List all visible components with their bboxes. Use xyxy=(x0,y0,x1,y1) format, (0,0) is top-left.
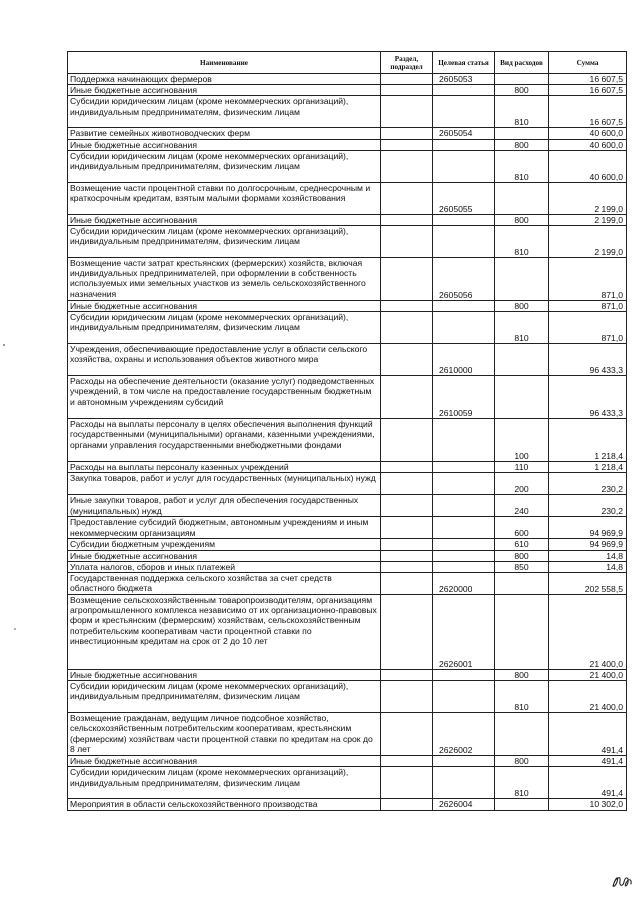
row-target-cell: 2605056 xyxy=(433,258,495,301)
row-sum-cell: 2 199,0 xyxy=(549,226,627,258)
row-section-cell xyxy=(381,128,433,139)
row-sum-cell: 16 607,5 xyxy=(549,96,627,128)
row-name-cell: Возмещение сельскохозяйственным товаропроизводителям, организациям агропромышленного комплекса независимо от их организационно-правовых форм и крестьянским (фермерским) хозяйствам, сельскохозяйственным потребительским кооперативам части процентной ставки по инвестиционным кредитам на срок от 2 до 10 лет xyxy=(68,595,381,670)
row-target-cell xyxy=(433,495,495,517)
row-kind-cell: 800 xyxy=(495,550,549,561)
table-row xyxy=(68,85,627,96)
row-name-cell: Иные бюджетные ассигнования xyxy=(68,550,381,561)
row-name-cell: Иные закупки товаров, работ и услуг для обеспечения государственных (муниципальных) нужд xyxy=(68,495,381,517)
row-target-cell: 2626004 xyxy=(433,799,495,810)
row-sum-cell: 94 969,9 xyxy=(549,539,627,550)
header-target: Целевая статья xyxy=(433,52,495,74)
row-section-cell xyxy=(381,756,433,767)
table-row xyxy=(68,226,627,258)
table-row xyxy=(68,96,627,128)
row-name-cell: Поддержка начинающих фермеров xyxy=(68,74,381,85)
row-section-cell xyxy=(381,258,433,301)
row-kind-cell: 110 xyxy=(495,462,549,473)
row-section-cell xyxy=(381,595,433,670)
row-target-cell xyxy=(433,312,495,344)
row-name-cell: Возмещение части процентной ставки по долгосрочным, среднесрочным и краткосрочным кредитам, взятым малыми формами хозяйствования xyxy=(68,182,381,214)
row-name-cell: Государственная поддержка сельского хозяйства за счет средств областного бюджета xyxy=(68,573,381,595)
row-section-cell xyxy=(381,517,433,539)
row-section-cell xyxy=(381,214,433,225)
table-row xyxy=(68,517,627,539)
row-kind-cell xyxy=(495,713,549,756)
row-section-cell xyxy=(381,561,433,572)
row-sum-cell: 202 558,5 xyxy=(549,573,627,595)
table-row xyxy=(68,561,627,572)
row-sum-cell: 96 433,3 xyxy=(549,344,627,376)
row-kind-cell: 800 xyxy=(495,301,549,312)
row-target-cell xyxy=(433,301,495,312)
row-name-cell: Возмещение гражданам, ведущим личное подсобное хозяйство, сельскохозяйственным потребительским кооперативам, крестьянским (фермерским) хозяйствам части процентной ставки по кредитам на срок до 8 лет xyxy=(68,713,381,756)
row-section-cell xyxy=(381,767,433,799)
row-name-cell: Субсидии юридическим лицам (кроме некоммерческих организаций), индивидуальным предпринимателям, физическим лицам xyxy=(68,150,381,182)
row-name-cell: Иные бюджетные ассигнования xyxy=(68,301,381,312)
header-sum: Сумма xyxy=(549,52,627,74)
row-kind-cell: 240 xyxy=(495,495,549,517)
row-kind-cell: 800 xyxy=(495,139,549,150)
table-row xyxy=(68,214,627,225)
table-row xyxy=(68,150,627,182)
row-target-cell xyxy=(433,539,495,550)
row-section-cell xyxy=(381,139,433,150)
row-section-cell xyxy=(381,670,433,681)
row-kind-cell: 810 xyxy=(495,96,549,128)
row-kind-cell xyxy=(495,376,549,419)
row-sum-cell: 21 400,0 xyxy=(549,681,627,713)
row-sum-cell: 230,2 xyxy=(549,473,627,495)
table-row xyxy=(68,799,627,810)
row-kind-cell: 800 xyxy=(495,214,549,225)
table-row xyxy=(68,756,627,767)
row-kind-cell xyxy=(495,344,549,376)
row-kind-cell xyxy=(495,595,549,670)
row-name-cell: Расходы на выплаты персоналу казенных учреждений xyxy=(68,462,381,473)
row-target-cell xyxy=(433,561,495,572)
row-sum-cell: 14,8 xyxy=(549,550,627,561)
table-row xyxy=(68,182,627,214)
row-sum-cell: 491,4 xyxy=(549,767,627,799)
row-name-cell: Учреждения, обеспечивающие предоставление услуг в области сельского хозяйства, охраны и использования объектов животного мира xyxy=(68,344,381,376)
table-row xyxy=(68,74,627,85)
row-kind-cell xyxy=(495,74,549,85)
row-kind-cell: 800 xyxy=(495,85,549,96)
row-section-cell xyxy=(381,419,433,462)
row-target-cell xyxy=(433,96,495,128)
row-sum-cell: 491,4 xyxy=(549,713,627,756)
row-kind-cell: 810 xyxy=(495,150,549,182)
row-name-cell: Иные бюджетные ассигнования xyxy=(68,756,381,767)
row-section-cell xyxy=(381,473,433,495)
row-kind-cell xyxy=(495,258,549,301)
row-name-cell: Иные бюджетные ассигнования xyxy=(68,670,381,681)
row-target-cell: 2605055 xyxy=(433,182,495,214)
row-section-cell xyxy=(381,550,433,561)
table-body xyxy=(68,74,627,811)
row-section-cell xyxy=(381,539,433,550)
row-sum-cell: 16 607,5 xyxy=(549,74,627,85)
row-kind-cell: 810 xyxy=(495,681,549,713)
row-section-cell xyxy=(381,312,433,344)
table-row xyxy=(68,495,627,517)
row-sum-cell: 871,0 xyxy=(549,258,627,301)
row-section-cell xyxy=(381,376,433,419)
table-row xyxy=(68,462,627,473)
row-kind-cell: 850 xyxy=(495,561,549,572)
row-sum-cell: 40 600,0 xyxy=(549,139,627,150)
row-name-cell: Мероприятия в области сельскохозяйственного производства xyxy=(68,799,381,810)
row-sum-cell: 40 600,0 xyxy=(549,128,627,139)
row-section-cell xyxy=(381,226,433,258)
table-row xyxy=(68,312,627,344)
row-sum-cell: 871,0 xyxy=(549,301,627,312)
header-name: Наименование xyxy=(68,52,381,74)
row-sum-cell: 2 199,0 xyxy=(549,214,627,225)
row-target-cell xyxy=(433,139,495,150)
row-section-cell xyxy=(381,301,433,312)
row-name-cell: Иные бюджетные ассигнования xyxy=(68,139,381,150)
row-name-cell: Иные бюджетные ассигнования xyxy=(68,214,381,225)
row-section-cell xyxy=(381,799,433,810)
table-row xyxy=(68,573,627,595)
row-kind-cell: 600 xyxy=(495,517,549,539)
table-row xyxy=(68,301,627,312)
row-target-cell xyxy=(433,150,495,182)
row-target-cell xyxy=(433,517,495,539)
table-row xyxy=(68,539,627,550)
row-target-cell xyxy=(433,226,495,258)
row-section-cell xyxy=(381,495,433,517)
row-name-cell: Субсидии юридическим лицам (кроме некоммерческих организаций), индивидуальным предпринимателям, физическим лицам xyxy=(68,226,381,258)
row-section-cell xyxy=(381,681,433,713)
row-sum-cell: 491,4 xyxy=(549,756,627,767)
table-row xyxy=(68,344,627,376)
row-sum-cell: 16 607,5 xyxy=(549,85,627,96)
row-kind-cell: 800 xyxy=(495,756,549,767)
table-header-row xyxy=(68,52,627,74)
row-target-cell xyxy=(433,767,495,799)
row-sum-cell: 1 218,4 xyxy=(549,419,627,462)
row-section-cell xyxy=(381,74,433,85)
row-target-cell xyxy=(433,550,495,561)
row-target-cell xyxy=(433,85,495,96)
row-section-cell xyxy=(381,150,433,182)
row-name-cell: Иные бюджетные ассигнования xyxy=(68,85,381,96)
row-target-cell xyxy=(433,462,495,473)
row-name-cell: Возмещение части затрат крестьянских (фермерских) хозяйств, включая индивидуальных предпринимателей, при оформлении в собственность используемых ими земельных участков из земель сельскохозяйственного назначения xyxy=(68,258,381,301)
row-section-cell xyxy=(381,85,433,96)
row-kind-cell: 610 xyxy=(495,539,549,550)
row-target-cell xyxy=(433,419,495,462)
row-name-cell: Закупка товаров, работ и услуг для государственных (муниципальных) нужд xyxy=(68,473,381,495)
row-name-cell: Субсидии юридическим лицам (кроме некоммерческих организаций), индивидуальным предпринимателям, физическим лицам xyxy=(68,681,381,713)
row-target-cell: 2620000 xyxy=(433,573,495,595)
row-kind-cell: 800 xyxy=(495,670,549,681)
budget-table xyxy=(67,51,627,811)
scan-speck xyxy=(14,628,16,630)
row-sum-cell: 21 400,0 xyxy=(549,670,627,681)
row-sum-cell: 96 433,3 xyxy=(549,376,627,419)
header-section: Раздел, подраздел xyxy=(381,52,433,74)
row-kind-cell xyxy=(495,799,549,810)
row-target-cell: 2626001 xyxy=(433,595,495,670)
header-kind: Вид расходов xyxy=(495,52,549,74)
table-row xyxy=(68,128,627,139)
table-row xyxy=(68,595,627,670)
row-section-cell xyxy=(381,573,433,595)
row-kind-cell: 810 xyxy=(495,767,549,799)
row-sum-cell: 94 969,9 xyxy=(549,517,627,539)
row-sum-cell: 871,0 xyxy=(549,312,627,344)
row-sum-cell: 10 302,0 xyxy=(549,799,627,810)
row-section-cell xyxy=(381,344,433,376)
row-target-cell: 2605054 xyxy=(433,128,495,139)
table-row xyxy=(68,713,627,756)
row-sum-cell: 40 600,0 xyxy=(549,150,627,182)
row-section-cell xyxy=(381,713,433,756)
row-sum-cell: 1 218,4 xyxy=(549,462,627,473)
table-row xyxy=(68,681,627,713)
row-target-cell xyxy=(433,670,495,681)
row-target-cell: 2610059 xyxy=(433,376,495,419)
row-kind-cell: 810 xyxy=(495,226,549,258)
row-kind-cell: 100 xyxy=(495,419,549,462)
row-target-cell xyxy=(433,681,495,713)
row-target-cell xyxy=(433,214,495,225)
row-name-cell: Расходы на обеспечение деятельности (оказание услуг) подведомственных учреждений, в том числе на предоставление государственным бюджетным и автономным учреждениям субсидий xyxy=(68,376,381,419)
page-number-mark xyxy=(610,872,634,890)
row-name-cell: Субсидии юридическим лицам (кроме некоммерческих организаций), индивидуальным предпринимателям, физическим лицам xyxy=(68,312,381,344)
row-kind-cell xyxy=(495,573,549,595)
row-name-cell: Расходы на выплаты персоналу в целях обеспечения выполнения функций государственными (муниципальными) органами, казенными учреждениями, органами управления государственными внебюджетными фондами xyxy=(68,419,381,462)
table-row xyxy=(68,670,627,681)
scan-speck xyxy=(3,344,5,346)
row-kind-cell: 810 xyxy=(495,312,549,344)
row-name-cell: Субсидии юридическим лицам (кроме некоммерческих организаций), индивидуальным предпринимателям, физическим лицам xyxy=(68,767,381,799)
table-row xyxy=(68,767,627,799)
row-name-cell: Субсидии юридическим лицам (кроме некоммерческих организаций), индивидуальным предпринимателям, физическим лицам xyxy=(68,96,381,128)
row-sum-cell: 21 400,0 xyxy=(549,595,627,670)
row-kind-cell xyxy=(495,182,549,214)
row-sum-cell: 14,8 xyxy=(549,561,627,572)
table-row xyxy=(68,258,627,301)
row-target-cell: 2610000 xyxy=(433,344,495,376)
row-target-cell: 2626002 xyxy=(433,713,495,756)
row-target-cell: 2605053 xyxy=(433,74,495,85)
row-kind-cell: 200 xyxy=(495,473,549,495)
table-row xyxy=(68,419,627,462)
row-section-cell xyxy=(381,96,433,128)
table-row xyxy=(68,376,627,419)
table-row xyxy=(68,139,627,150)
row-sum-cell: 230,2 xyxy=(549,495,627,517)
table-row xyxy=(68,473,627,495)
row-target-cell xyxy=(433,756,495,767)
row-name-cell: Субсидии бюджетным учреждениям xyxy=(68,539,381,550)
row-sum-cell: 2 199,0 xyxy=(549,182,627,214)
row-section-cell xyxy=(381,462,433,473)
row-section-cell xyxy=(381,182,433,214)
row-name-cell: Уплата налогов, сборов и иных платежей xyxy=(68,561,381,572)
table-row xyxy=(68,550,627,561)
row-kind-cell xyxy=(495,128,549,139)
row-name-cell: Предоставление субсидий бюджетным, автономным учреждениям и иным некоммерческим организациям xyxy=(68,517,381,539)
row-name-cell: Развитие семейных животноводческих ферм xyxy=(68,128,381,139)
row-target-cell xyxy=(433,473,495,495)
